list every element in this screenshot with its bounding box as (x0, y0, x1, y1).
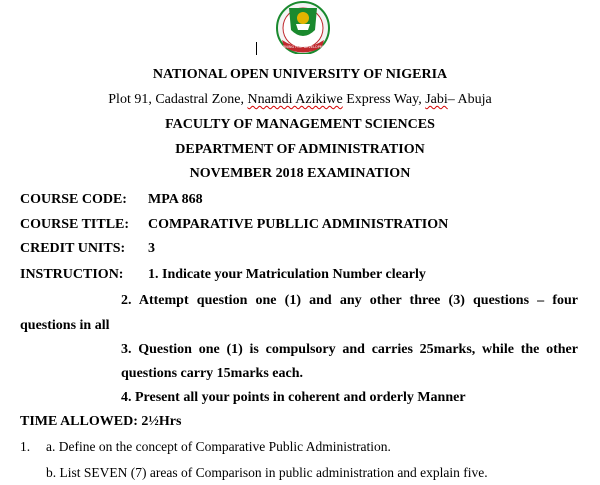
course-code-row (20, 191, 203, 208)
course-title-row (20, 216, 448, 233)
university-address: Plot 91, Cadastral Zone, Nnamdi Azikiwe Express Way, Jabi– Abuja (108, 92, 492, 107)
exam-title: NOVEMBER 2018 EXAMINATION (189, 166, 411, 181)
course-title-label: COURSE TITLE: (20, 217, 130, 232)
text-cursor (256, 42, 257, 55)
instruction-item-2-continued: questions in all (20, 318, 110, 333)
instruction-item-3-continued: questions carry 15marks each. (121, 366, 303, 381)
department-name: DEPARTMENT OF ADMINISTRATION (175, 142, 425, 157)
course-code-label: COURSE CODE: (20, 192, 127, 207)
credit-units-row (20, 240, 155, 257)
university-name: NATIONAL OPEN UNIVERSITY OF NIGERIA (152, 67, 448, 82)
instruction-label: INSTRUCTION: (20, 267, 124, 282)
instruction-item-1: 1. Indicate your Matriculation Number clearly (148, 267, 426, 282)
logo-motto: LEARNING FOR DEVELOPMENT (276, 45, 330, 49)
credit-units-value: 3 (148, 241, 155, 256)
instruction-item-3: 3. Question one (1) is compulsory and carries 25marks, while the other (121, 342, 578, 357)
question-1 (20, 438, 391, 455)
course-title-value: COMPARATIVE PUBLLIC ADMINISTRATION (148, 217, 449, 232)
time-allowed-label: TIME ALLOWED: (20, 414, 138, 429)
time-allowed-row (20, 413, 181, 430)
question-1a: a. Define on the concept of Comparative Public Administration. (46, 439, 391, 454)
instruction-row (20, 266, 426, 283)
question-1b: b. List SEVEN (7) areas of Comparison in public administration and explain five. (46, 465, 488, 480)
university-logo (270, 0, 336, 54)
question-1-number: 1. (20, 439, 31, 454)
time-allowed-value: 2½Hrs (141, 414, 182, 429)
faculty-name: FACULTY OF MANAGEMENT SCIENCES (165, 117, 435, 132)
credit-units-label: CREDIT UNITS: (20, 241, 126, 256)
instruction-item-2: 2. Attempt question one (1) and any other three (3) questions – four (121, 293, 578, 308)
course-code-value: MPA 868 (148, 192, 203, 207)
instruction-item-4: 4. Present all your points in coherent and orderly Manner (121, 390, 466, 405)
